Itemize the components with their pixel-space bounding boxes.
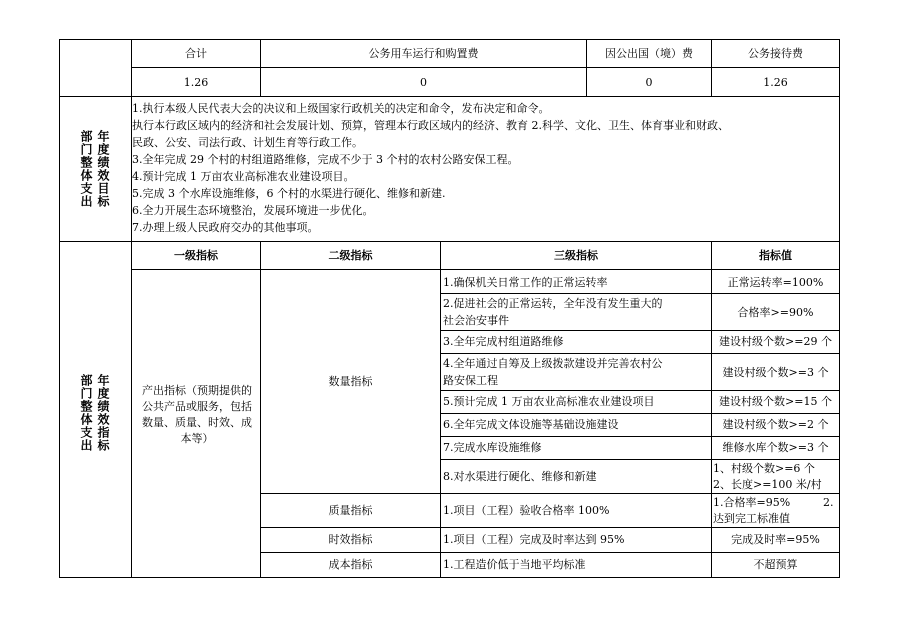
level3-text: 1.项目（工程）完成及时率达到 95% [443, 533, 625, 546]
goals-label-col2: 年度绩效目标 [96, 130, 110, 208]
goal-line: 1.执行本级人民代表大会的决议和上级国家行政机关的决定和命令，发布决定和命令。 [132, 102, 550, 115]
indicator-value: 1.合格率=95% [713, 496, 791, 509]
header-level1: 一级指标 [174, 249, 218, 262]
level3-text: 7.完成水库设施维修 [443, 441, 542, 454]
level3-text: 路安保工程 [443, 374, 498, 387]
indicator-value: 建设村级个数>=15 个 [719, 395, 832, 408]
level3-text: 3.全年完成村组道路维修 [443, 335, 564, 348]
indicator-value: 建设村级个数>=3 个 [722, 366, 829, 379]
level3-text: 1.工程造价低于当地平均标准 [443, 558, 586, 571]
goal-line: 7.办理上级人民政府交办的其他事项。 [132, 221, 319, 234]
budget-header-abroad: 因公出国（境）费 [605, 47, 693, 60]
header-level2: 二级指标 [328, 249, 373, 262]
level3-text: 1.项目（工程）验收合格率 100% [443, 504, 610, 517]
budget-value-total: 1.26 [183, 76, 209, 89]
budget-value-reception: 1.26 [763, 76, 788, 89]
level3-text: 8.对水渠进行硬化、维修和新建 [443, 470, 597, 483]
budget-value-vehicle: 0 [420, 76, 427, 89]
header-level3: 三级指标 [554, 249, 598, 262]
level3-text: 社会治安事件 [443, 314, 509, 327]
indicator-value: 维修水库个数>=3 个 [722, 441, 829, 454]
indicator-value: 建设村级个数>=2 个 [722, 418, 829, 431]
goals-text [132, 100, 838, 236]
level1-output-indicator: 产出指标（预期提供的公共产品或服务，包括数量、质量、时效、成本等） [142, 384, 252, 445]
indicator-value: 达到完工标准值 [713, 512, 790, 525]
budget-header-total: 合计 [185, 47, 207, 60]
level3-text: 2.促进社会的正常运转，全年没有发生重大的 [443, 297, 663, 310]
level2-cost: 成本指标 [328, 558, 373, 571]
level3-text: 5.预计完成 1 万亩农业高标准农业建设项目 [443, 395, 655, 408]
indicators-label-col2: 年度绩效指标 [96, 374, 110, 452]
goal-line: 3.全年完成 29 个村的村组道路维修，完成不少于 3 个村的农村公路安保工程。 [132, 153, 519, 166]
budget-header-vehicle: 公务用车运行和购置费 [368, 47, 479, 60]
goal-line: 执行本行政区域内的经济和社会发展计划、预算，管理本行政区域内的经济、教育 2.科学、文化、卫生、体育事业和财政、 [132, 119, 729, 132]
budget-header-reception: 公务接待费 [748, 47, 803, 60]
indicator-value: 合格率>=90% [737, 306, 814, 319]
indicator-value: 1、村级个数>=6 个 [713, 462, 815, 475]
header-value: 指标值 [759, 249, 792, 262]
level2-timeliness: 时效指标 [328, 533, 373, 546]
level2-quality: 质量指标 [328, 504, 373, 517]
level3-text: 6.全年完成文体设施等基础设施建设 [443, 418, 619, 431]
goal-line: 4.预计完成 1 万亩农业高标准农业建设项目。 [132, 170, 355, 183]
level2-quantity: 数量指标 [328, 375, 373, 388]
indicator-value: 正常运转率=100% [727, 276, 824, 289]
goal-line: 5.完成 3 个水库设施维修，6 个村的水渠进行硬化、维修和新建. [132, 187, 446, 200]
goal-line: 6.全力开展生态环境整治，发展环境进一步优化。 [132, 204, 374, 217]
indicators-label-col1: 部门整体支出 [79, 374, 93, 452]
indicator-value: 2. [823, 496, 834, 509]
indicator-value: 建设村级个数>=29 个 [719, 335, 832, 348]
indicator-value: 2、长度>=100 米/村 [713, 478, 822, 491]
budget-value-abroad: 0 [645, 76, 653, 89]
indicator-value: 不超预算 [753, 558, 798, 571]
level3-text: 4.全年通过自筹及上级拨款建设并完善农村公 [443, 357, 663, 370]
goals-label-col1: 部门整体支出 [79, 130, 93, 208]
goal-line: 民政、公安、司法行政、计划生育等行政工作。 [132, 136, 363, 149]
indicator-value: 完成及时率=95% [731, 533, 820, 546]
level3-text: 1.确保机关日常工作的正常运转率 [443, 276, 608, 289]
